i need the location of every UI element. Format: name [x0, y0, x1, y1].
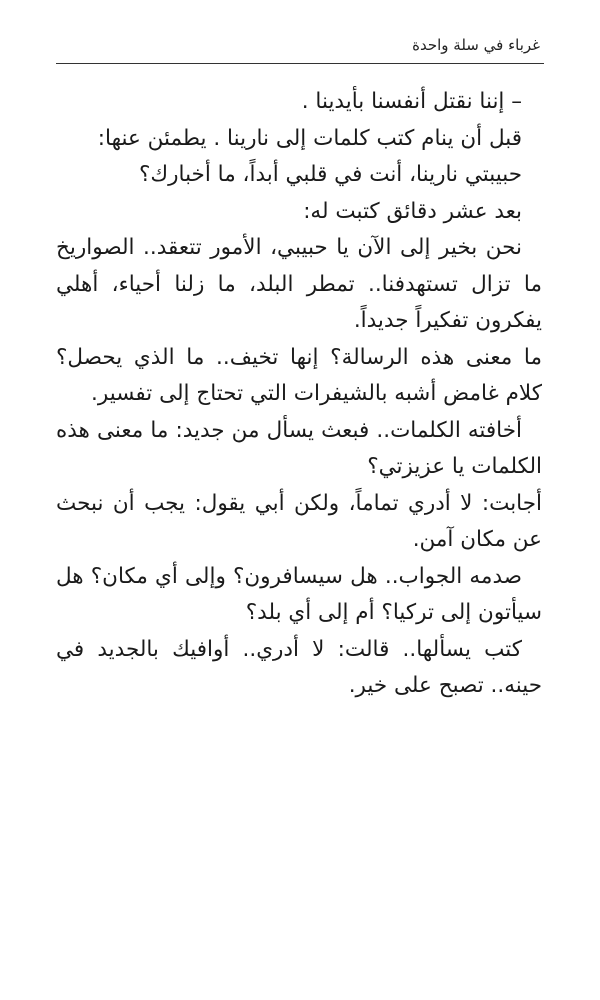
paragraph-8: أجابت: لا أدري تماماً، ولكن أبي يقول: يجب أن نبحث عن مكان آمن.: [56, 490, 542, 552]
paragraph-10: كتب يسألها.. قالت: لا أدري.. أوافيك بالجديد في حينه.. تصبح على خير.: [56, 636, 542, 698]
header-rule: [56, 63, 544, 64]
paragraph-1: – إننا نقتل أنفسنا بأيدينا .: [301, 89, 522, 114]
paragraph-6: ما معنى هذه الرسالة؟ إنها تخيف.. ما الذي يحصل؟ كلام غامض أشبه بالشيفرات التي تحتاج إلى تفسير.: [56, 344, 542, 406]
paragraph-3: حبيبتي نارينا، أنت في قلبي أبداً، ما أخبارك؟: [139, 162, 522, 187]
paragraph-9: صدمه الجواب.. هل سيسافرون؟ وإلى أي مكان؟ هل سيأتون إلى تركيا؟ أم إلى أي بلد؟: [56, 563, 542, 625]
paragraph-4: بعد عشر دقائق كتبت له:: [303, 198, 522, 224]
paragraph-7: أخافته الكلمات.. فبعث يسأل من جديد: ما معنى هذه الكلمات يا عزيزتي؟: [56, 417, 542, 479]
body-text: [56, 84, 542, 705]
running-header-title: غرباء في سلة واحدة: [412, 36, 540, 54]
paragraph-5: نحن بخير إلى الآن يا حبيبي، الأمور تتعقد.. الصواريخ ما تزال تستهدفنا.. تمطر البلد، ما زلنا أحياء، أهلي يفكرون تفكيراً جديداً.: [56, 235, 542, 333]
paragraph-2: قبل أن ينام كتب كلمات إلى نارينا . يطمئن عنها:: [97, 125, 522, 151]
